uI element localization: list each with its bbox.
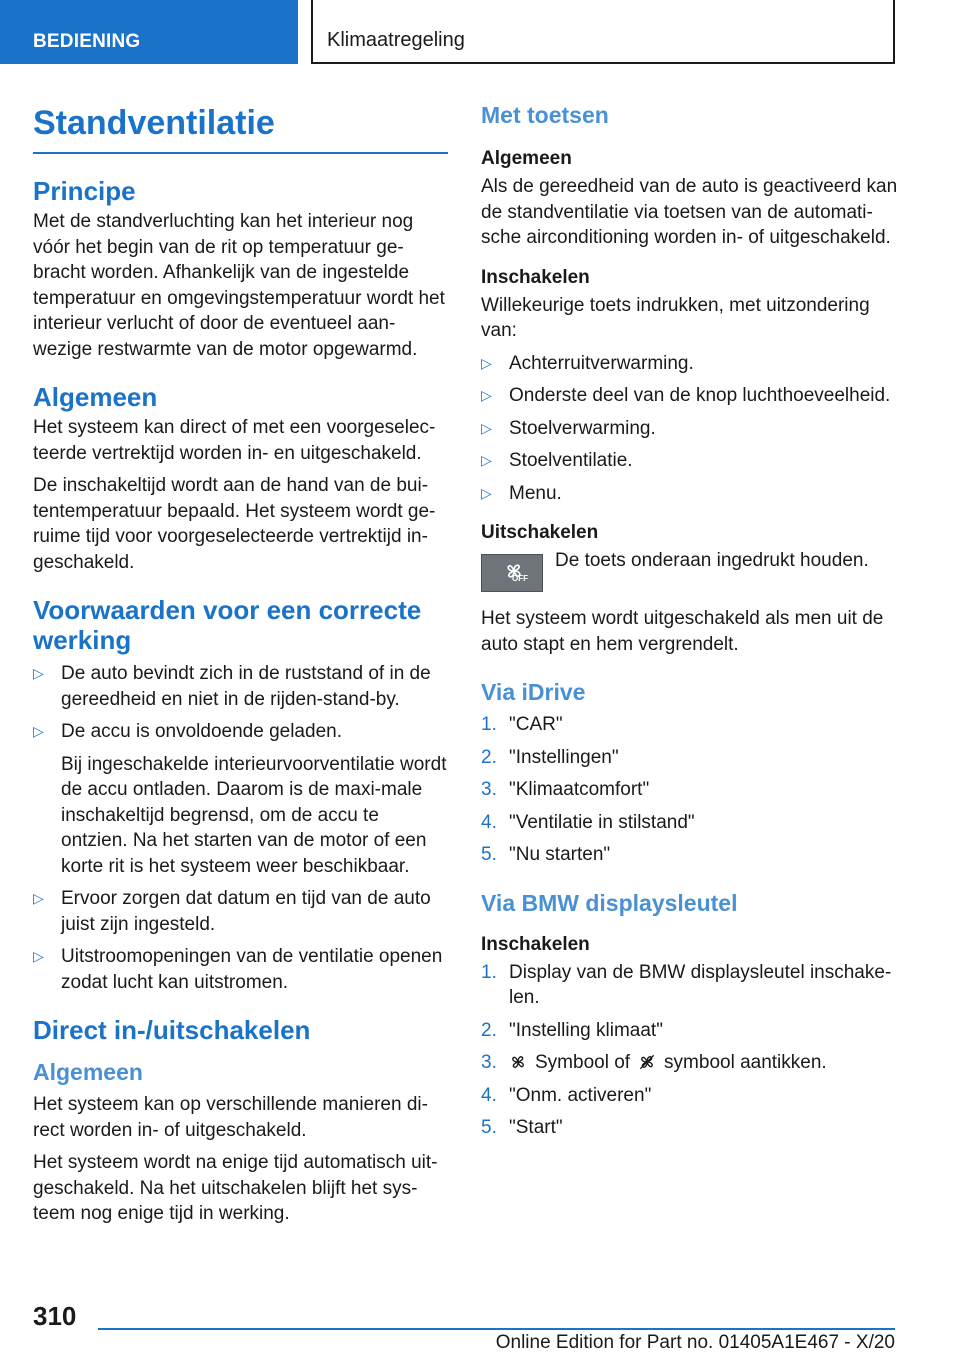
algemeen-paragraph-1: Het systeem kan direct of met een voorgeselec-teerde vertrektijd worden in- en uitgeschakeld. bbox=[33, 417, 436, 464]
heading-bmw-key: Via BMW displaysleutel bbox=[481, 889, 738, 916]
step-number: 1. bbox=[481, 961, 497, 983]
heading-direct: Direct in-/uitschakelen bbox=[33, 1015, 311, 1045]
voorwaarden-list bbox=[33, 661, 448, 995]
step-number: 3. bbox=[481, 779, 497, 800]
list-item: 1. Display van de BMW displaysleutel inschake-len. bbox=[481, 961, 892, 1008]
triangle-bullet-icon: ▷ bbox=[33, 890, 44, 906]
uitschakelen-text: De toets onderaan ingedrukt houden. bbox=[555, 550, 869, 571]
uitschakelen-after-text: Het systeem wordt uitgeschakeld als men uit de auto stapt en hem vergrendelt. bbox=[481, 608, 884, 655]
fan-off-icon bbox=[638, 1053, 656, 1071]
triangle-bullet-icon: ▷ bbox=[33, 723, 44, 739]
list-item: 1. "CAR" bbox=[481, 712, 901, 738]
fan-off-button-image bbox=[481, 554, 543, 592]
triangle-bullet-icon: ▷ bbox=[33, 665, 44, 681]
exception-list bbox=[481, 351, 901, 507]
list-item: 4. "Onm. activeren" bbox=[481, 1083, 901, 1109]
list-item: ▷ Stoelventilatie. bbox=[481, 448, 901, 474]
triangle-bullet-icon: ▷ bbox=[481, 419, 492, 436]
list-item: 2. "Instelling klimaat" bbox=[481, 1018, 901, 1044]
header-chapter-tab bbox=[311, 0, 895, 64]
list-item: ▷ Menu. bbox=[481, 481, 901, 507]
section-idrive bbox=[481, 677, 901, 868]
list-item: 4. "Ventilatie in stilstand" bbox=[481, 810, 901, 836]
header-section-label: BEDIENING bbox=[33, 31, 141, 52]
right-column bbox=[481, 100, 901, 1148]
list-item: 5. "Nu starten" bbox=[481, 842, 901, 868]
label-algemeen: Algemeen bbox=[481, 148, 572, 169]
subheading-algemeen: Algemeen bbox=[33, 1059, 143, 1085]
triangle-bullet-icon: ▷ bbox=[481, 452, 492, 468]
list-item: ▷ Ervoor zorgen dat datum en tijd van de auto juist zijn ingesteld. bbox=[33, 888, 431, 935]
list-item: 2. "Instellingen" bbox=[481, 745, 901, 771]
heading-algemeen: Algemeen bbox=[33, 382, 158, 412]
step-number: 5. bbox=[481, 1117, 497, 1138]
idrive-steps bbox=[481, 712, 901, 868]
left-column bbox=[33, 100, 448, 1227]
triangle-bullet-icon: ▷ bbox=[481, 387, 492, 403]
footer-edition: Online Edition for Part no. 01405A1E467 - X/20 bbox=[495, 1332, 895, 1353]
heading-idrive: Via iDrive bbox=[481, 679, 586, 705]
list-item: 5. "Start" bbox=[481, 1115, 901, 1141]
step-number: 3. bbox=[481, 1052, 497, 1073]
section-algemeen bbox=[33, 382, 448, 575]
section-direct bbox=[33, 1015, 448, 1227]
fan-off-button-row bbox=[481, 548, 901, 592]
inschakelen-text: Willekeurige toets indrukken, met uitzondering van: bbox=[481, 294, 870, 341]
triangle-bullet-icon: ▷ bbox=[33, 948, 44, 964]
step-number: 4. bbox=[481, 1084, 497, 1106]
section-principe bbox=[33, 176, 448, 362]
section-met-toetsen bbox=[481, 100, 901, 657]
list-item: ▷ Onderste deel van de knop luchthoeveelheid. bbox=[481, 383, 901, 409]
list-item: 3. Symbool of symbool aantikken. bbox=[481, 1050, 901, 1076]
triangle-bullet-icon: ▷ bbox=[481, 484, 492, 501]
principe-text: Met de standverluchting kan het interieur nog vóór het begin van de rit op temperatuur ge-bracht worden. Afhankelijk van de ingestelde temperatuur en omgevingstemperatuur wordt het interieur verlucht of door de eventueel aan-wezige restwarmte van de motor opgewarmd. bbox=[33, 211, 445, 360]
page-number: 310 bbox=[33, 1301, 77, 1331]
section-voorwaarden bbox=[33, 595, 448, 995]
bmw-key-steps bbox=[481, 960, 901, 1141]
page-title: Standventilatie bbox=[33, 100, 448, 154]
list-item: ▷ De auto bevindt zich in de ruststand of in de gereedheid en niet in de rijden-stand-by. bbox=[33, 663, 431, 710]
header-chapter-label: Klimaatregeling bbox=[327, 29, 465, 51]
label-inschakelen-key: Inschakelen bbox=[481, 933, 590, 955]
algemeen-paragraph-2: De inschakeltijd wordt aan de hand van de bui-tentemperatuur bepaald. Het systeem wordt ge-ruime tijd voor voorgeselecteerde vertrektijd in-geschakeld. bbox=[33, 475, 436, 573]
step-number: 2. bbox=[481, 1019, 497, 1041]
triangle-bullet-icon: ▷ bbox=[481, 354, 492, 371]
direct-paragraph-1: Het systeem kan op verschillende manieren di-rect worden in- of uitgeschakeld. bbox=[33, 1094, 428, 1141]
header-section-tab bbox=[0, 0, 298, 64]
heading-principe: Principe bbox=[33, 176, 136, 206]
list-item-note: Bij ingeschakelde interieurvoorventilatie wordt de accu ontladen. Daarom is de maxi-male inschakeltijd begrensd, om de accu te ontzien. Na het starten van de motor of een korte rit is het systeem weer beschikbaar. bbox=[61, 753, 447, 877]
label-uitschakelen: Uitschakelen bbox=[481, 522, 599, 543]
step-number: 5. bbox=[481, 844, 497, 865]
list-item: ▷ De accu is onvoldoende geladen. Bij ingeschakelde interieurvoorventilatie wordt de accu ontladen. Daarom is de maxi-male inschakeltijd begrensd, om de accu te ontzien. Na het starten van de motor of een korte rit is het systeem weer beschikbaar. bbox=[33, 719, 448, 879]
fan-icon bbox=[509, 1053, 527, 1071]
list-item: 3. "Klimaatcomfort" bbox=[481, 777, 901, 803]
heading-voorwaarden: Voorwaarden voor een correcte werking bbox=[33, 595, 422, 655]
footer-divider bbox=[98, 1328, 895, 1330]
off-label: OFF bbox=[512, 574, 528, 583]
step-number: 1. bbox=[481, 714, 497, 735]
heading-met-toetsen: Met toetsen bbox=[481, 102, 609, 128]
step-number: 4. bbox=[481, 811, 497, 833]
label-inschakelen: Inschakelen bbox=[481, 266, 590, 288]
met-toetsen-algemeen-text: Als de gereedheid van de auto is geactiveerd kan de standventilatie via toetsen van de automati-sche airconditioning worden in- of uitgeschakeld. bbox=[481, 176, 898, 248]
list-item: ▷ Uitstroomopeningen van de ventilatie openen zodat lucht kan uitstromen. bbox=[33, 946, 443, 993]
step-number: 2. bbox=[481, 746, 497, 768]
list-item: ▷ Stoelverwarming. bbox=[481, 416, 901, 442]
direct-paragraph-2: Het systeem wordt na enige tijd automatisch uit-geschakeld. Na het uitschakelen blijft het sys-teem nog enige tijd in werking. bbox=[33, 1152, 438, 1224]
section-bmw-key bbox=[481, 888, 901, 1141]
list-item: ▷ Achterruitverwarming. bbox=[481, 351, 901, 377]
